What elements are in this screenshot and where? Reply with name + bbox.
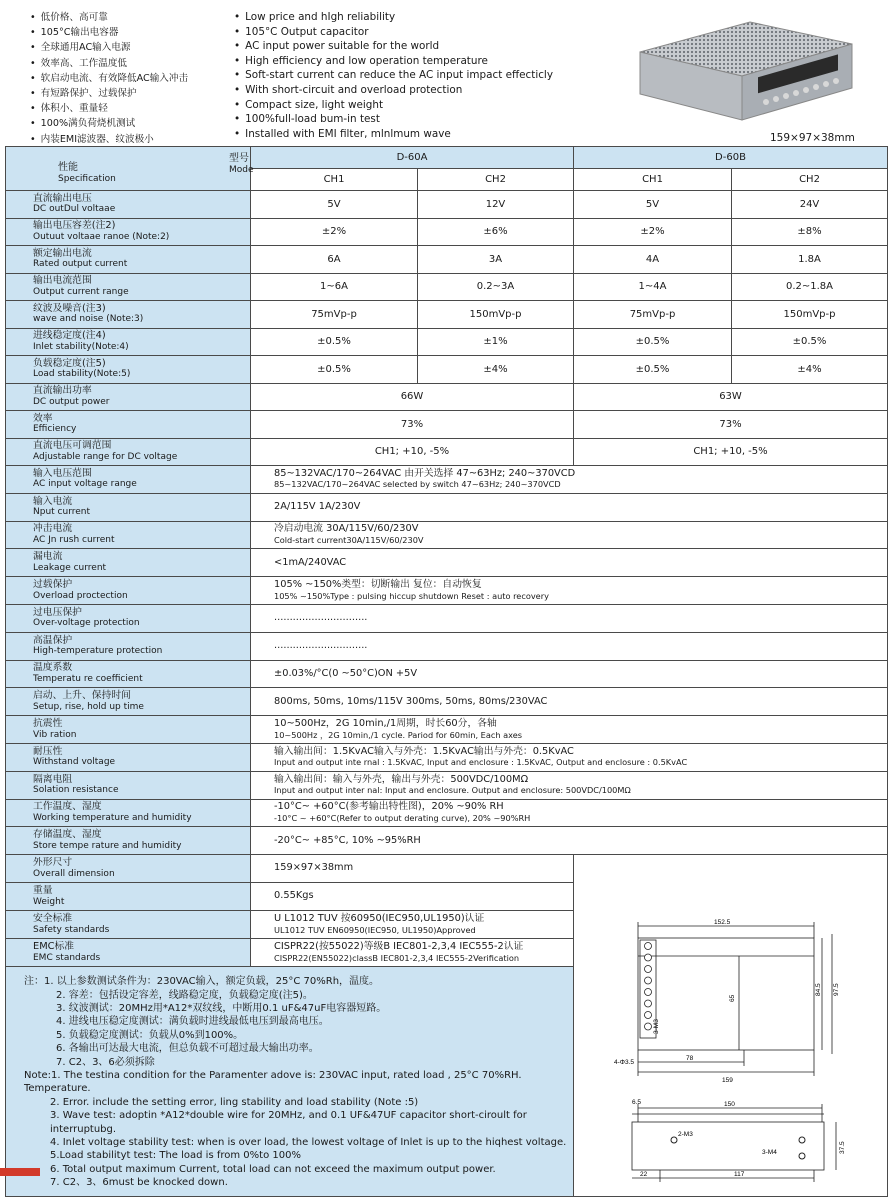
spec-row (6, 301, 888, 329)
note-en: 3. Wave test: adoptin *A12*double wire for 20MHz, and 0.1 UF&47UF capacitor short-ciroult for interruptubg. (50, 1110, 527, 1135)
dimension-label: 150 (724, 1100, 735, 1108)
feature-item-en: • Low price and hIgh reliability (234, 10, 553, 25)
spec-text-line1: .............................. (274, 612, 368, 624)
spec-value: 75mVp-p (574, 301, 732, 329)
channel-header: CH1 (251, 169, 418, 191)
row-label (6, 577, 251, 605)
spec-text-line2: 105% ~150%Type : pulsing hiccup shutdown Reset : auto recovery (274, 590, 549, 601)
model-label-cn: 型号 (229, 153, 249, 164)
row-label-cn: 输出电压容差(注2) (33, 220, 116, 232)
dimension-label: 22 (640, 1170, 648, 1178)
feature-item-en: • With short-circuit and overload protection (234, 83, 553, 98)
feature-item-en: • Compact size, light weight (234, 98, 553, 113)
spec-text-value (251, 493, 888, 521)
spec-value: ±0.5% (574, 328, 732, 356)
spec-text-value (251, 466, 888, 494)
spec-text-line2: 85~132VAC/170~264VAC selected by switch 47~63Hz; 240~370VCD (274, 479, 561, 490)
spec-row-text (6, 549, 888, 577)
spec-table (5, 146, 888, 1197)
spec-row-merged (6, 438, 888, 466)
row-label-en: Withstand voltage (33, 757, 116, 768)
feature-item-en: • AC input power suitable for the world (234, 39, 553, 54)
channel-header: CH2 (418, 169, 574, 191)
spec-text-value (251, 716, 888, 744)
notes-cell (6, 967, 574, 1197)
spec-row-text (6, 660, 888, 688)
row-label (6, 939, 251, 967)
spec-header-cell (6, 147, 254, 191)
spec-value: 3A (418, 246, 574, 274)
spec-text-line2: Cold-start current30A/115V/60/230V (274, 534, 424, 545)
spec-value: 150mVp-p (418, 301, 574, 329)
notes-cn-head: 注：1. 以上参数测试条件为：230VAC输入，额定负载，25°C 70%Rh，温度。 (24, 976, 380, 988)
spec-value: 73% (251, 411, 574, 439)
spec-row (6, 328, 888, 356)
feature-item-cn: • 软启动电流、有效降低AC输入冲击 (30, 71, 188, 86)
row-label (6, 493, 251, 521)
feature-item-en: • Installed with EMI filter, mlnlmum wave (234, 127, 553, 142)
row-label-en: AC input voltage range (33, 479, 137, 490)
feature-item-cn: • 有短路保护、过载保护 (30, 86, 188, 101)
dimension-label: 2-M3 (678, 1130, 693, 1138)
row-label-en: High-temperature protection (33, 646, 163, 657)
row-label-cn: 外形尺寸 (33, 857, 73, 869)
spec-text-value (251, 883, 574, 911)
spec-text-line1: 冷启动电流 30A/115V/60/230V (274, 523, 419, 535)
row-label-cn: 启动、上升、保持时间 (33, 690, 131, 702)
row-label-en: Outuut voltaae ranoe (Note:2) (33, 231, 170, 242)
row-label (6, 660, 251, 688)
row-label (6, 855, 251, 883)
spec-value: 73% (574, 411, 888, 439)
row-label-cn: 高温保护 (33, 634, 73, 646)
row-label-cn: 输出电流范围 (33, 275, 92, 287)
row-label (6, 301, 251, 329)
spec-text-value (251, 939, 574, 967)
spec-value: ±4% (418, 356, 574, 384)
feature-item-en: • 105°C Output capacitor (234, 25, 553, 40)
row-label (6, 246, 251, 274)
row-label-cn: 负载稳定度(注5) (33, 357, 106, 369)
row-label-en: Output current range (33, 286, 129, 297)
terminal-screw (645, 988, 652, 995)
spec-value: 66W (251, 383, 574, 411)
spec-text-value (251, 549, 888, 577)
row-label (6, 273, 251, 301)
feature-item-cn: • 105°C输出电容器 (30, 25, 188, 40)
row-label-cn: 纹波及噪音(注3) (33, 302, 106, 314)
note-cn: 3. 纹波测试：20MHz用*A12*双纹线，中断用0.1 uF&47uF电容器短路。 (56, 1002, 387, 1014)
spec-text-value (251, 827, 888, 855)
spec-text-line1: 159×97×38mm (274, 862, 354, 874)
note-en: 2. Error. include the setting error, ling stability and load stability (Note :5) (50, 1096, 419, 1108)
row-label-cn: 直流输出电压 (33, 192, 92, 204)
row-label (6, 632, 251, 660)
row-label-cn: 抗震性 (33, 718, 63, 730)
dimension-label: 84.5 (815, 983, 822, 996)
row-label-cn: 直流输出功率 (33, 385, 92, 397)
spec-row-text (6, 493, 888, 521)
spec-value: 1~4A (574, 273, 732, 301)
spec-value: 63W (574, 383, 888, 411)
row-label (6, 411, 251, 439)
spec-value: ±0.5% (574, 356, 732, 384)
spec-header (33, 152, 254, 185)
feature-item-cn: • 内装EMI滤波器、纹波极小 (30, 132, 188, 147)
spec-text-line1: 800ms, 50ms, 10ms/115V 300ms, 50ms, 80ms/230VAC (274, 695, 548, 707)
row-label (6, 883, 251, 911)
spec-text-line2: 10~500Hz ，2G 10min,/1 cycle. Pariod for 60min, Each axes (274, 729, 523, 740)
spec-text-value (251, 604, 888, 632)
features-chinese (30, 10, 188, 147)
spec-value: 0.2~3A (418, 273, 574, 301)
spec-label-cn: 性能 (58, 162, 78, 173)
row-label-en: Efficiency (33, 424, 77, 435)
page-corner-mark (0, 1168, 40, 1176)
spec-row-merged (6, 411, 888, 439)
terminal-screw (645, 965, 652, 972)
spec-text-line1: U L1012 TUV 按60950(IEC950,UL1950)认证 (274, 913, 485, 925)
model-header: D-60A (251, 147, 574, 169)
row-label-cn: 重量 (33, 885, 53, 897)
feature-item-cn: • 低价格、高可靠 (30, 10, 188, 25)
note-en: 5.Load stabilityt test: The load is from 0%to 100% (50, 1150, 301, 1162)
spec-value: ±2% (251, 218, 418, 246)
spec-text-value (251, 855, 574, 883)
row-label-cn: 效率 (33, 412, 53, 424)
spec-row-text (6, 799, 888, 827)
row-label (6, 466, 251, 494)
terminal-screw (645, 942, 652, 949)
row-label-en: Vib ration (33, 729, 77, 740)
dimension-label: 78 (686, 1054, 694, 1062)
spec-text-value (251, 688, 888, 716)
dimension-label: 65 (729, 994, 736, 1002)
dimension-label: 159 (722, 1076, 733, 1084)
row-label (6, 911, 251, 939)
row-label (6, 438, 251, 466)
row-label-en: DC output power (33, 396, 110, 407)
note-en: 6. Total output maximum Current, total load can not exceed the maximum output power. (50, 1163, 496, 1175)
spec-row-text (6, 855, 888, 883)
spec-text-line2: -10°C ~ +60°C(Refer to output derating curve), 20% ~90%RH (274, 812, 531, 823)
row-label-en: Temperatu re coefficient (33, 673, 143, 684)
spec-text-value (251, 521, 888, 549)
row-label (6, 328, 251, 356)
dimension-label: 117 (734, 1170, 745, 1178)
spec-value: 1.8A (732, 246, 888, 274)
spec-text-line1: -20°C~ +85°C, 10% ~95%RH (274, 834, 421, 846)
spec-text-line1: 10~500Hz，2G 10min,/1周期，时长60分，各轴 (274, 718, 497, 730)
row-label (6, 356, 251, 384)
dimension-label: 152.5 (714, 918, 731, 926)
spec-value: CH1; +10, -5% (251, 438, 574, 466)
row-label-cn: 漏电流 (33, 551, 63, 563)
spec-value: ±1% (418, 328, 574, 356)
row-label-cn: 额定输出电流 (33, 247, 92, 259)
row-label (6, 688, 251, 716)
spec-row-text (6, 466, 888, 494)
note-cn: 6. 各输出可达最大电流，但总负载不可超过最大输出功率。 (56, 1043, 319, 1055)
spec-text-line1: CISPR22(按55022)等级B IEC801-2,3,4 IEC555-2认证 (274, 941, 524, 953)
feature-header (0, 0, 892, 146)
note-cn: 7. C2、3、6必须拆除 (56, 1056, 155, 1068)
spec-row-text (6, 716, 888, 744)
spec-text-line1: 2A/115V 1A/230V (274, 500, 361, 512)
spec-value: 4A (574, 246, 732, 274)
row-label-cn: 直流电压可调范围 (33, 440, 112, 452)
spec-value: 0.2~1.8A (732, 273, 888, 301)
row-label-cn: 温度系数 (33, 662, 73, 674)
spec-value: ±8% (732, 218, 888, 246)
row-label (6, 191, 251, 219)
spec-text-value (251, 771, 888, 799)
spec-label-en: Specification (58, 174, 116, 184)
spec-text-line1: 输入输出间：1.5KvAC输入与外壳：1.5KvAC输出与外壳：0.5KvAC (274, 745, 574, 757)
row-label-en: Safety standards (33, 924, 110, 935)
terminal-screw (645, 977, 652, 984)
dimension-drawing-cell (574, 855, 888, 1197)
dimension-label: 6.5 (632, 1098, 642, 1106)
row-label-cn: 工作温度、湿度 (33, 801, 102, 813)
features-english (234, 10, 553, 141)
row-label-en: wave and noise (Note:3) (33, 314, 144, 325)
model-label-en: Mode (229, 165, 254, 175)
spec-text-value (251, 577, 888, 605)
row-label (6, 218, 251, 246)
row-label (6, 799, 251, 827)
spec-row-text (6, 577, 888, 605)
spec-text-line1: 0.55Kgs (274, 890, 314, 902)
row-label-en: Weight (33, 896, 65, 907)
spec-value: 75mVp-p (251, 301, 418, 329)
row-label-en: AC Jn rush current (33, 534, 115, 545)
row-label (6, 383, 251, 411)
spec-value: 5V (251, 191, 418, 219)
row-label-en: Inlet stability(Note:4) (33, 341, 129, 352)
notes-en-head: Note:1. The testina condition for the Paramenter adove is: 230VAC input, rated load , 25°C 70%RH. Temperature. (24, 1070, 522, 1095)
dimension-label: 4-Φ3.5 (614, 1058, 635, 1066)
spec-row-text (6, 521, 888, 549)
feature-item-en: • High efficiency and low operation temperature (234, 54, 553, 69)
spec-value: ±0.5% (251, 356, 418, 384)
spec-value: 1~6A (251, 273, 418, 301)
note-en: 7. C2、3、6must be knocked down. (50, 1177, 228, 1189)
spec-text-line1: ±0.03%/°C(0 ~50°C)ON +5V (274, 667, 418, 679)
row-label-en: DC outDul voltaae (33, 204, 116, 215)
feature-item-cn: • 体积小、重量轻 (30, 101, 188, 116)
row-label (6, 771, 251, 799)
spec-row-merged (6, 383, 888, 411)
product-photo (630, 14, 858, 126)
dimension-label: 97.5 (833, 983, 840, 996)
row-label-en: Leakage current (33, 562, 107, 573)
row-label-cn: 隔离电阻 (33, 773, 73, 785)
dimension-label: 37.5 (839, 1141, 846, 1154)
spec-text-value (251, 660, 888, 688)
row-label-cn: 耐压性 (33, 745, 63, 757)
spec-row (6, 218, 888, 246)
row-label-cn: 安全标准 (33, 913, 73, 925)
feature-item-cn: • 全球通用AC输入电源 (30, 40, 188, 55)
row-label-en: Rated output current (33, 259, 128, 270)
row-label-en: EMC standards (33, 952, 101, 963)
spec-row (6, 191, 888, 219)
row-label-en: Adjustable range for DC voltage (33, 451, 178, 462)
spec-text-value (251, 743, 888, 771)
row-label-cn: 过载保护 (33, 579, 73, 591)
spec-value: 12V (418, 191, 574, 219)
spec-row-text (6, 604, 888, 632)
terminal-screw (645, 1011, 652, 1018)
product-size-label: 159×97×38mm (770, 132, 855, 144)
row-label-cn: 冲击电流 (33, 523, 73, 535)
spec-row (6, 246, 888, 274)
spec-row-text (6, 632, 888, 660)
spec-text-value (251, 632, 888, 660)
spec-row-text (6, 827, 888, 855)
row-label (6, 716, 251, 744)
spec-text-line1: <1mA/240VAC (274, 556, 347, 568)
terminal-screw (645, 954, 652, 961)
row-label (6, 521, 251, 549)
channel-header: CH2 (732, 169, 888, 191)
spec-value: 6A (251, 246, 418, 274)
terminal-screw (645, 1023, 652, 1030)
row-label-cn: 输入电流 (33, 495, 73, 507)
row-label-cn: 输入电压范围 (33, 467, 92, 479)
channel-header: CH1 (574, 169, 732, 191)
model-header: D-60B (574, 147, 888, 169)
spec-row-text (6, 743, 888, 771)
row-label-cn: EMC标准 (33, 941, 75, 953)
feature-item-en: • Soft-start current can reduce the AC input impact effecticly (234, 68, 553, 83)
header-row-models (6, 147, 888, 169)
spec-value: ±4% (732, 356, 888, 384)
spec-value: 150mVp-p (732, 301, 888, 329)
row-label-cn: 过电压保护 (33, 606, 82, 618)
note-en: 4. Inlet voltage stability test: when is over load, the lowest voltage of Inlet is up to the hiqhest voltage. (50, 1137, 567, 1149)
row-label-en: Over-voltage protection (33, 618, 140, 629)
feature-item-cn: • 100%满负荷烧机测试 (30, 116, 188, 131)
row-label (6, 549, 251, 577)
spec-text-line2: CISPR22(EN55022)classB IEC801-2,3,4 IEC555-2Verification (274, 952, 520, 963)
spec-text-line2: Input and output inter nal: Input and enclosure. Output and enclosure: 500VDC/100MΩ (274, 785, 631, 796)
row-label-en: Store tempe rature and humidity (33, 840, 182, 851)
spec-value: 24V (732, 191, 888, 219)
spec-row-text (6, 688, 888, 716)
spec-text-line1: 105% ~150%类型：切断输出 复位：自动恢复 (274, 579, 482, 591)
spec-row (6, 273, 888, 301)
dimension-label: 3-M4 (762, 1148, 777, 1156)
feature-item-cn: • 效率高、工作温度低 (30, 56, 188, 71)
spec-text-line1: 85~132VAC/170~264VAC 由开关选择 47~63Hz; 240~370VCD (274, 467, 576, 479)
spec-value: CH1; +10, -5% (574, 438, 888, 466)
row-label-cn: 存储温度、湿度 (33, 829, 102, 841)
spec-value: ±0.5% (251, 328, 418, 356)
row-label-en: Working temperature and humidity (33, 812, 192, 823)
spec-value: ±2% (574, 218, 732, 246)
spec-row-text (6, 771, 888, 799)
dimension-drawing (574, 864, 884, 1184)
note-cn: 2. 容差：包括设定容差，线路稳定度，负载稳定度(注5)。 (56, 989, 313, 1001)
row-label (6, 827, 251, 855)
row-label-en: Overload proctection (33, 590, 128, 601)
row-label-en: Overall dimension (33, 868, 115, 879)
note-cn: 4. 进线电压稳定度测试：满负载时进线最低电压到最高电压。 (56, 1016, 329, 1028)
spec-text-value (251, 911, 574, 939)
row-label-en: Setup, rise, hold up time (33, 701, 144, 712)
row-label (6, 604, 251, 632)
spec-text-line2: UL1012 TUV EN60950(IEC950, UL1950)Approved (274, 924, 476, 935)
dimension-label: 3-M3 (653, 1019, 660, 1034)
spec-row (6, 356, 888, 384)
spec-value: ±0.5% (732, 328, 888, 356)
spec-text-line1: 输入输出间：输入与外壳，输出与外壳：500VDC/100MΩ (274, 773, 529, 785)
row-label-en: Load stability(Note:5) (33, 369, 131, 380)
row-label-cn: 进线稳定度(注4) (33, 330, 106, 342)
spec-value: ±6% (418, 218, 574, 246)
spec-text-value (251, 799, 888, 827)
spec-value: 5V (574, 191, 732, 219)
spec-text-line2: Input and output inte rnal : 1.5KvAC, Input and enclosure : 1.5KvAC, Output and enclosure : 0.5KvAC (274, 757, 688, 768)
spec-text-line1: -10°C~ +60°C(参考输出特性图)，20% ~90% RH (274, 801, 504, 813)
feature-item-en: • 100%full-load bum-in test (234, 112, 553, 127)
note-cn: 5. 负载稳定度测试：负载从0%到100%。 (56, 1029, 244, 1041)
row-label-en: Nput current (33, 507, 91, 518)
spec-text-line1: .............................. (274, 639, 368, 651)
terminal-screw (645, 1000, 652, 1007)
row-label (6, 743, 251, 771)
row-label-en: Solation resistance (33, 785, 119, 796)
